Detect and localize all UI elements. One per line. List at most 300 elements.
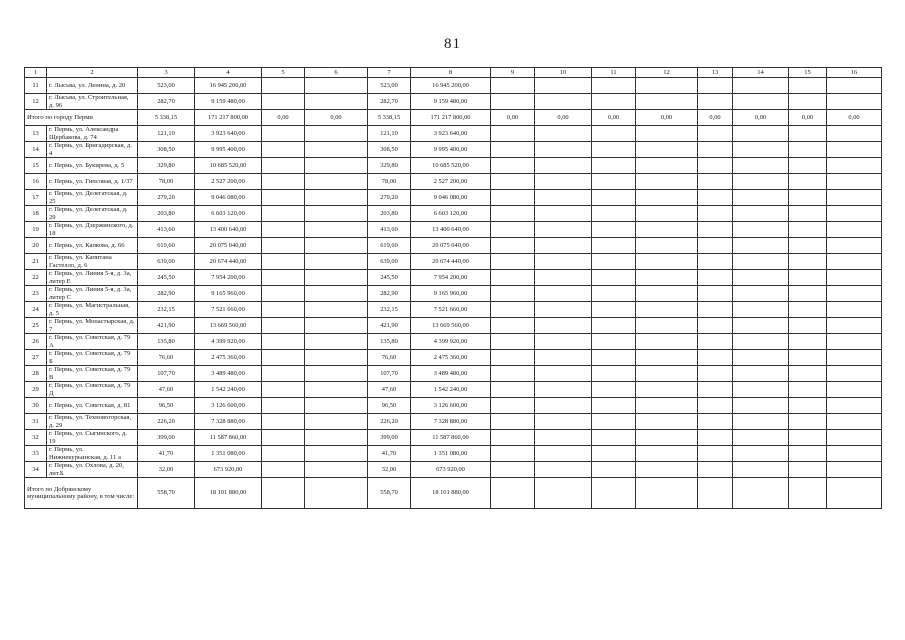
empty-cell [592, 286, 636, 302]
empty-cell [636, 398, 698, 414]
cost-cell: 7 954 200,00 [195, 270, 262, 286]
empty-cell [636, 238, 698, 254]
row-number: 28 [25, 366, 47, 382]
address-cell: г. Пермь, ул. Монастырская, д. 7 [47, 318, 138, 334]
empty-cell [262, 158, 305, 174]
empty-cell [592, 334, 636, 350]
address-cell: г. Пермь, ул. Сыгинского, д. 19 [47, 430, 138, 446]
empty-cell [305, 382, 368, 398]
cost-cell: 13 400 640,00 [411, 222, 491, 238]
empty-cell [535, 270, 592, 286]
empty-cell [636, 142, 698, 158]
empty-cell [636, 462, 698, 478]
area-cell: 245,50 [138, 270, 195, 286]
empty-cell [262, 190, 305, 206]
empty-cell [827, 126, 882, 142]
address-cell: г. Пермь, ул. Советская, д. 79 В [47, 366, 138, 382]
empty-cell [262, 238, 305, 254]
empty-cell [733, 174, 789, 190]
empty-cell [535, 318, 592, 334]
column-number: 13 [698, 68, 733, 78]
empty-cell [636, 286, 698, 302]
area-cell: 78,00 [368, 174, 411, 190]
empty-cell [491, 158, 535, 174]
table-row [25, 142, 882, 158]
empty-cell [636, 334, 698, 350]
empty-cell [636, 414, 698, 430]
total-value: 171 217 800,00 [195, 110, 262, 126]
total-value: 18 101 880,00 [195, 478, 262, 509]
empty-cell [535, 94, 592, 110]
empty-cell [592, 302, 636, 318]
cost-cell: 3 126 600,00 [411, 398, 491, 414]
empty-cell [262, 462, 305, 478]
empty-cell [491, 94, 535, 110]
empty-cell [698, 462, 733, 478]
area-cell: 203,80 [368, 206, 411, 222]
address-cell: г. Пермь, ул. Букирева, д. 5 [47, 158, 138, 174]
address-cell: г. Лысьва, ул. Ленина, д. 20 [47, 78, 138, 94]
empty-cell [491, 462, 535, 478]
empty-cell [636, 206, 698, 222]
empty-cell [789, 334, 827, 350]
empty-cell [535, 478, 592, 509]
empty-cell [305, 350, 368, 366]
empty-cell [827, 430, 882, 446]
empty-cell [262, 254, 305, 270]
address-cell: г. Пермь, ул. Охлова, д. 20, лит.Б [47, 462, 138, 478]
total-label: Итого по Добрянскому муниципальному району, в том числе: [25, 478, 138, 509]
cost-cell: 7 328 880,00 [411, 414, 491, 430]
area-cell: 421,90 [368, 318, 411, 334]
area-cell: 135,80 [138, 334, 195, 350]
empty-cell [305, 206, 368, 222]
empty-cell [305, 366, 368, 382]
empty-cell [535, 142, 592, 158]
table-row [25, 446, 882, 462]
empty-cell [535, 398, 592, 414]
table-row [25, 366, 882, 382]
empty-cell [262, 350, 305, 366]
cost-cell: 10 685 520,00 [195, 158, 262, 174]
empty-cell [733, 334, 789, 350]
empty-cell [733, 462, 789, 478]
empty-cell [262, 286, 305, 302]
address-cell: г. Пермь, ул. Бригадирская, д. 4 [47, 142, 138, 158]
empty-cell [636, 222, 698, 238]
empty-cell [827, 318, 882, 334]
empty-cell [636, 366, 698, 382]
table-row [25, 286, 882, 302]
area-cell: 279,20 [368, 190, 411, 206]
cost-cell: 6 603 120,00 [411, 206, 491, 222]
empty-cell [789, 78, 827, 94]
empty-cell [698, 254, 733, 270]
cost-cell: 2 527 200,00 [195, 174, 262, 190]
address-cell: г. Пермь, ул. Делегатская, д. 29 [47, 206, 138, 222]
empty-cell [698, 78, 733, 94]
table-row [25, 94, 882, 110]
row-number: 23 [25, 286, 47, 302]
area-cell: 226,20 [138, 414, 195, 430]
area-cell: 639,00 [368, 254, 411, 270]
empty-cell [305, 462, 368, 478]
table-row [25, 414, 882, 430]
column-number: 11 [592, 68, 636, 78]
empty-cell [262, 222, 305, 238]
row-number: 13 [25, 126, 47, 142]
empty-cell [262, 430, 305, 446]
area-cell: 32,00 [368, 462, 411, 478]
area-cell: 282,90 [368, 286, 411, 302]
empty-cell [262, 414, 305, 430]
empty-cell [789, 158, 827, 174]
empty-cell [592, 206, 636, 222]
row-number: 22 [25, 270, 47, 286]
empty-cell [491, 430, 535, 446]
empty-cell [305, 126, 368, 142]
empty-cell [262, 318, 305, 334]
empty-cell [491, 478, 535, 509]
column-number: 10 [535, 68, 592, 78]
cost-cell: 10 685 520,00 [411, 158, 491, 174]
address-cell: г. Пермь, ул. Нижнекурьинская, д. 11 а [47, 446, 138, 462]
row-number: 21 [25, 254, 47, 270]
empty-cell [491, 78, 535, 94]
empty-cell [262, 446, 305, 462]
empty-cell [305, 78, 368, 94]
row-number: 18 [25, 206, 47, 222]
empty-cell [733, 286, 789, 302]
address-cell: г. Пермь, ул. Советская, д. 79 Д [47, 382, 138, 398]
empty-cell [698, 222, 733, 238]
table-row [25, 158, 882, 174]
row-number: 31 [25, 414, 47, 430]
table-row [25, 382, 882, 398]
area-cell: 523,00 [368, 78, 411, 94]
empty-cell [262, 174, 305, 190]
empty-cell [636, 254, 698, 270]
area-cell: 279,20 [138, 190, 195, 206]
cost-cell: 11 587 860,00 [195, 430, 262, 446]
empty-cell [305, 222, 368, 238]
empty-cell [592, 94, 636, 110]
row-number: 19 [25, 222, 47, 238]
column-number: 15 [789, 68, 827, 78]
empty-cell [305, 398, 368, 414]
table-row [25, 206, 882, 222]
empty-cell [827, 158, 882, 174]
empty-cell [789, 398, 827, 414]
table-row [25, 270, 882, 286]
empty-cell [592, 366, 636, 382]
empty-cell [698, 446, 733, 462]
column-number: 12 [636, 68, 698, 78]
page-number: 81 [444, 36, 461, 52]
cost-cell: 9 165 960,00 [195, 286, 262, 302]
empty-cell [827, 446, 882, 462]
empty-cell [789, 142, 827, 158]
empty-cell [535, 446, 592, 462]
area-cell: 78,00 [138, 174, 195, 190]
empty-cell [789, 366, 827, 382]
empty-cell [827, 334, 882, 350]
column-number-row [25, 68, 882, 78]
table-row [25, 222, 882, 238]
empty-cell [636, 78, 698, 94]
area-cell: 41,70 [138, 446, 195, 462]
column-number: 1 [25, 68, 47, 78]
empty-cell [592, 174, 636, 190]
cost-cell: 9 046 080,00 [411, 190, 491, 206]
empty-cell [827, 238, 882, 254]
empty-cell [491, 190, 535, 206]
empty-cell [262, 270, 305, 286]
total-value: 0,00 [305, 110, 368, 126]
table-row [25, 190, 882, 206]
total-value: 0,00 [262, 110, 305, 126]
total-value: 0,00 [733, 110, 789, 126]
area-cell: 226,20 [368, 414, 411, 430]
cost-cell: 20 674 440,00 [411, 254, 491, 270]
empty-cell [698, 350, 733, 366]
empty-cell [262, 478, 305, 509]
total-value: 0,00 [698, 110, 733, 126]
area-cell: 399,00 [138, 430, 195, 446]
empty-cell [733, 126, 789, 142]
column-number: 2 [47, 68, 138, 78]
empty-cell [636, 158, 698, 174]
area-cell: 399,00 [368, 430, 411, 446]
empty-cell [305, 254, 368, 270]
column-number: 16 [827, 68, 882, 78]
address-cell: г. Лысьва, ул. Строительная, д. 96 [47, 94, 138, 110]
empty-cell [592, 446, 636, 462]
empty-cell [789, 302, 827, 318]
empty-cell [305, 414, 368, 430]
empty-cell [636, 430, 698, 446]
empty-cell [535, 78, 592, 94]
row-number: 30 [25, 398, 47, 414]
cost-cell: 13 669 560,00 [195, 318, 262, 334]
empty-cell [592, 398, 636, 414]
total-value: 0,00 [636, 110, 698, 126]
total-value: 558,70 [368, 478, 411, 509]
table-row [25, 334, 882, 350]
total-value: 558,70 [138, 478, 195, 509]
total-value: 0,00 [827, 110, 882, 126]
empty-cell [535, 462, 592, 478]
empty-cell [305, 142, 368, 158]
cost-cell: 13 669 560,00 [411, 318, 491, 334]
area-cell: 121,10 [138, 126, 195, 142]
empty-cell [592, 414, 636, 430]
empty-cell [491, 238, 535, 254]
empty-cell [789, 94, 827, 110]
cost-cell: 1 351 080,00 [195, 446, 262, 462]
empty-cell [636, 318, 698, 334]
empty-cell [535, 366, 592, 382]
empty-cell [535, 350, 592, 366]
address-cell: г. Пермь, ул. Дзержинского, д. 18 [47, 222, 138, 238]
empty-cell [305, 318, 368, 334]
total-value: 0,00 [535, 110, 592, 126]
area-cell: 47,60 [368, 382, 411, 398]
cost-cell: 2 475 360,00 [411, 350, 491, 366]
empty-cell [262, 142, 305, 158]
empty-cell [305, 270, 368, 286]
empty-cell [636, 302, 698, 318]
area-cell: 308,50 [138, 142, 195, 158]
empty-cell [733, 158, 789, 174]
empty-cell [789, 206, 827, 222]
empty-cell [636, 382, 698, 398]
cost-cell: 3 489 480,00 [195, 366, 262, 382]
row-number: 12 [25, 94, 47, 110]
row-number: 25 [25, 318, 47, 334]
address-cell: г. Пермь, ул. Линия 5-я, д. 3а, литер С [47, 286, 138, 302]
address-cell: г. Пермь, ул. Капкова, д. 66 [47, 238, 138, 254]
area-cell: 96,50 [138, 398, 195, 414]
cost-cell: 3 126 600,00 [195, 398, 262, 414]
empty-cell [535, 254, 592, 270]
address-cell: г. Пермь, ул. Гипсовая, д. 1/37 [47, 174, 138, 190]
area-cell: 282,70 [368, 94, 411, 110]
cost-cell: 3 489 480,00 [411, 366, 491, 382]
row-number: 16 [25, 174, 47, 190]
row-number: 14 [25, 142, 47, 158]
empty-cell [698, 94, 733, 110]
cost-cell: 4 399 920,00 [195, 334, 262, 350]
empty-cell [491, 446, 535, 462]
empty-cell [698, 366, 733, 382]
address-cell: г. Пермь, ул. Советская, д. 79 А [47, 334, 138, 350]
empty-cell [592, 254, 636, 270]
empty-cell [789, 318, 827, 334]
empty-cell [305, 158, 368, 174]
empty-cell [698, 238, 733, 254]
cost-cell: 3 923 640,00 [411, 126, 491, 142]
cost-cell: 1 542 240,00 [411, 382, 491, 398]
empty-cell [789, 430, 827, 446]
empty-cell [827, 414, 882, 430]
empty-cell [491, 270, 535, 286]
empty-cell [789, 270, 827, 286]
empty-cell [733, 78, 789, 94]
area-cell: 619,60 [138, 238, 195, 254]
empty-cell [592, 270, 636, 286]
cost-cell: 9 995 400,00 [195, 142, 262, 158]
empty-cell [491, 302, 535, 318]
area-cell: 107,70 [368, 366, 411, 382]
empty-cell [592, 126, 636, 142]
area-cell: 639,00 [138, 254, 195, 270]
empty-cell [698, 334, 733, 350]
total-label: Итого по городу Перми [25, 110, 138, 126]
empty-cell [733, 222, 789, 238]
empty-cell [789, 174, 827, 190]
empty-cell [636, 350, 698, 366]
empty-cell [827, 350, 882, 366]
row-number: 24 [25, 302, 47, 318]
column-number: 8 [411, 68, 491, 78]
column-number: 9 [491, 68, 535, 78]
area-cell: 619,60 [368, 238, 411, 254]
empty-cell [262, 94, 305, 110]
empty-cell [698, 126, 733, 142]
column-number: 5 [262, 68, 305, 78]
empty-cell [827, 142, 882, 158]
cost-cell: 16 945 200,00 [411, 78, 491, 94]
empty-cell [491, 414, 535, 430]
cost-cell: 9 995 400,00 [411, 142, 491, 158]
empty-cell [592, 430, 636, 446]
total-value: 18 101 880,00 [411, 478, 491, 509]
empty-cell [636, 446, 698, 462]
empty-cell [698, 206, 733, 222]
cost-cell: 7 954 200,00 [411, 270, 491, 286]
empty-cell [827, 462, 882, 478]
empty-cell [733, 238, 789, 254]
area-cell: 76,60 [368, 350, 411, 366]
table-row [25, 318, 882, 334]
empty-cell [827, 366, 882, 382]
empty-cell [733, 382, 789, 398]
area-cell: 329,80 [138, 158, 195, 174]
empty-cell [789, 238, 827, 254]
row-number: 17 [25, 190, 47, 206]
empty-cell [305, 302, 368, 318]
empty-cell [535, 126, 592, 142]
empty-cell [733, 94, 789, 110]
empty-cell [733, 446, 789, 462]
empty-cell [733, 478, 789, 509]
empty-cell [827, 302, 882, 318]
empty-cell [491, 142, 535, 158]
total-value: 5 338,15 [368, 110, 411, 126]
address-cell: г. Пермь, ул. Магистральная, д. 5 [47, 302, 138, 318]
empty-cell [592, 78, 636, 94]
empty-cell [827, 174, 882, 190]
empty-cell [535, 334, 592, 350]
empty-cell [491, 398, 535, 414]
address-cell: г. Пермь, ул. Капитана Гастелло, д. 6 [47, 254, 138, 270]
empty-cell [789, 414, 827, 430]
empty-cell [698, 174, 733, 190]
cost-cell: 9 159 480,00 [411, 94, 491, 110]
empty-cell [827, 382, 882, 398]
empty-cell [491, 318, 535, 334]
empty-cell [535, 158, 592, 174]
empty-cell [262, 366, 305, 382]
address-cell: г. Пермь, ул. Делегатская, д. 25 [47, 190, 138, 206]
empty-cell [262, 302, 305, 318]
empty-cell [305, 174, 368, 190]
empty-cell [535, 302, 592, 318]
table-row [25, 174, 882, 190]
total-row-city [25, 110, 882, 126]
empty-cell [491, 382, 535, 398]
empty-cell [733, 190, 789, 206]
empty-cell [305, 430, 368, 446]
empty-cell [733, 270, 789, 286]
empty-cell [491, 174, 535, 190]
address-cell: г. Пермь, ул. Линия 5-я, д. 3а, литер Е [47, 270, 138, 286]
empty-cell [592, 158, 636, 174]
area-cell: 282,70 [138, 94, 195, 110]
empty-cell [733, 142, 789, 158]
total-value: 171 217 800,00 [411, 110, 491, 126]
